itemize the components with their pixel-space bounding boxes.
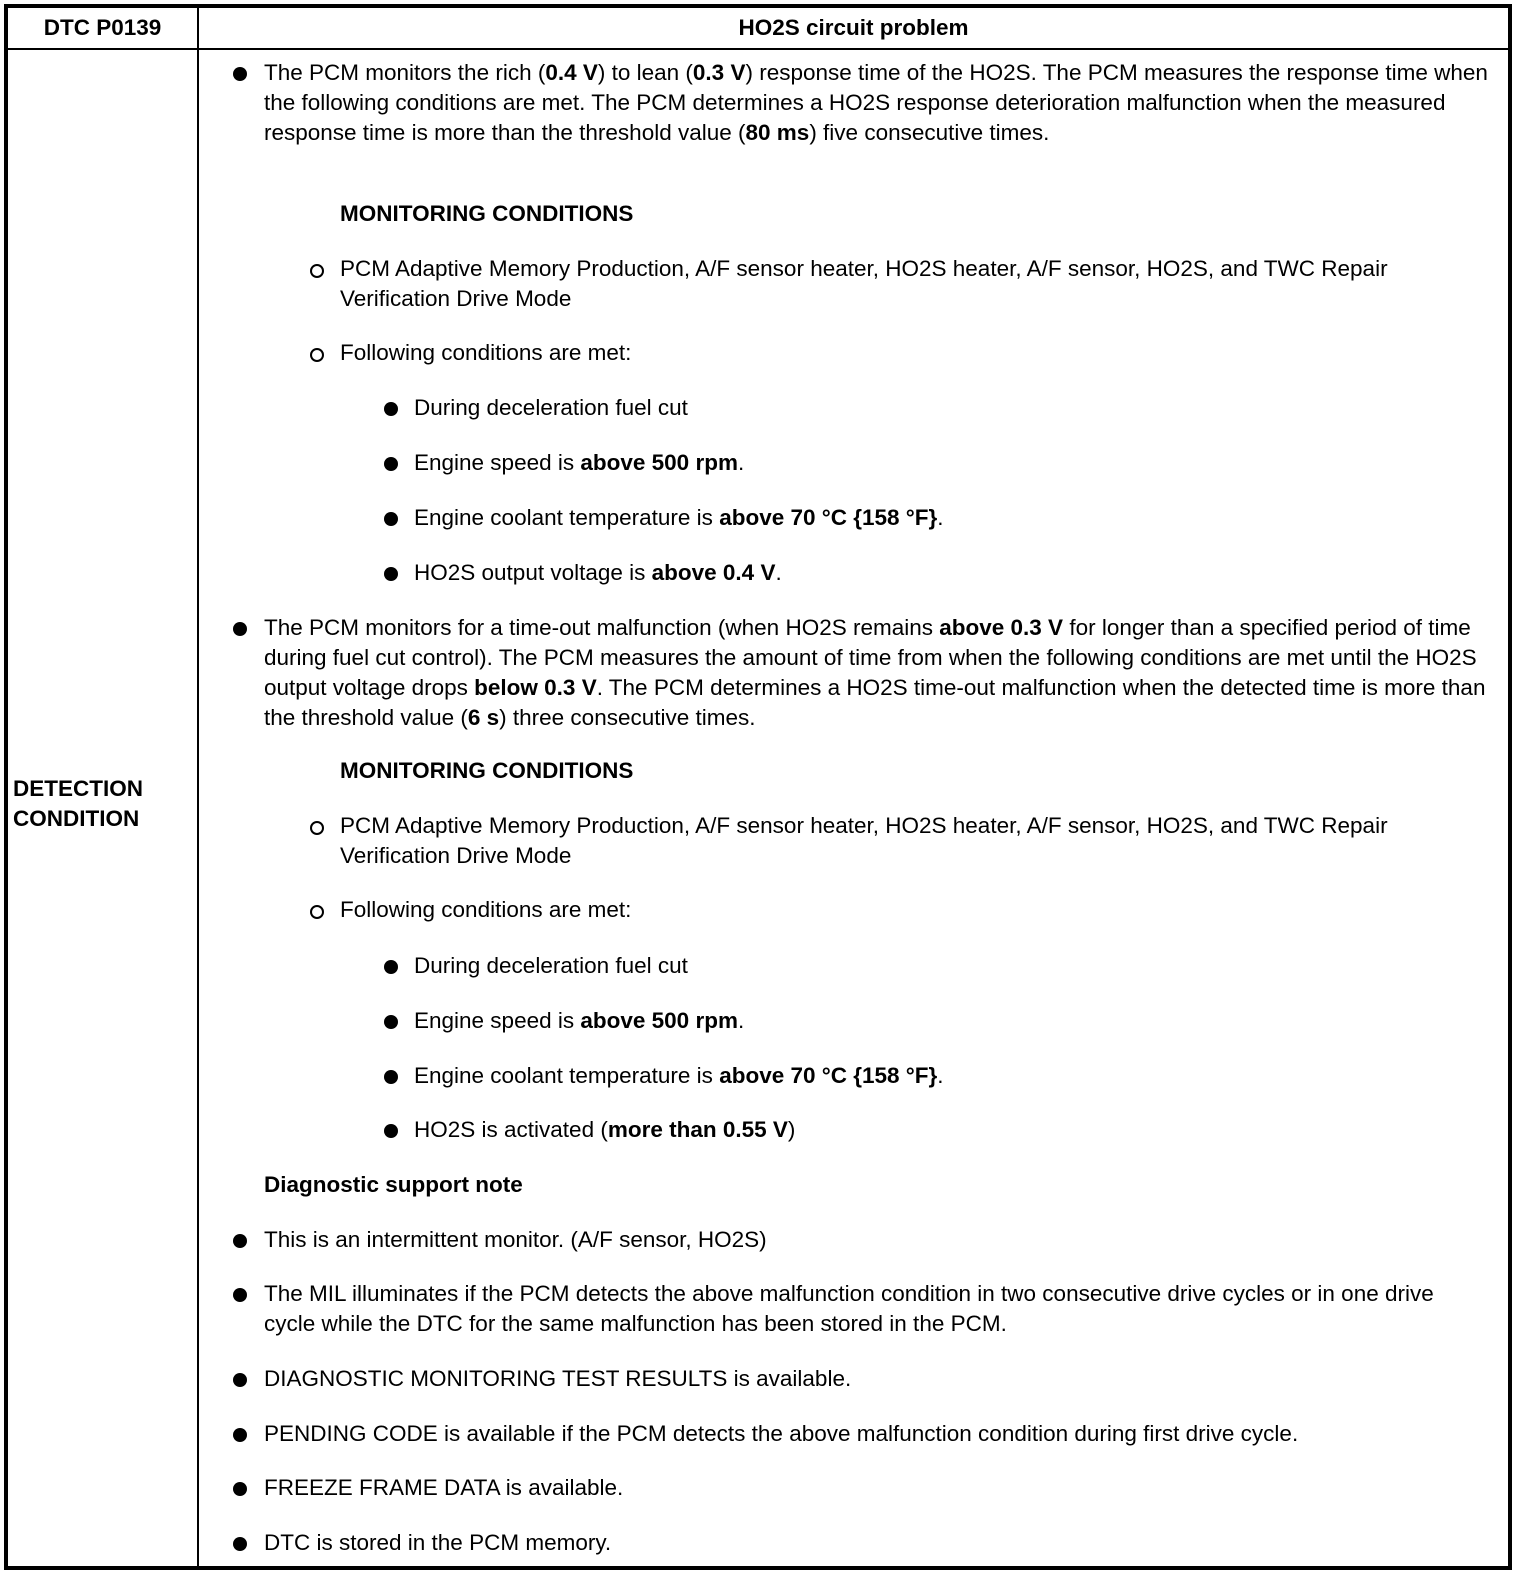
header-divider [8, 48, 1508, 50]
bullet-icon [384, 1015, 398, 1029]
bullet-icon [233, 622, 247, 636]
detection-condition-label [13, 774, 143, 834]
bullet-icon [233, 1482, 247, 1496]
support-note-item: The MIL illuminates if the PCM detects the above malfunction condition in two consecutive drive cycles or in one drive cycle while the DTC for the same malfunction has been stored in the PCM. [264, 1281, 1434, 1336]
drive-mode-item: PCM Adaptive Memory Production, A/F sensor heater, HO2S heater, A/F sensor, HO2S, and TWC Repair Verification Drive Mode [340, 256, 1388, 311]
condition-item: During deceleration fuel cut [414, 395, 688, 420]
condition-item: Engine coolant temperature is above 70 °C {158 °F}. [414, 505, 944, 530]
support-note-item: FREEZE FRAME DATA is available. [264, 1475, 624, 1500]
support-note-item: PENDING CODE is available if the PCM detects the above malfunction condition during first drive cycle. [264, 1421, 1299, 1446]
monitoring-heading: MONITORING CONDITIONS [340, 758, 634, 783]
support-note-item: This is an intermittent monitor. (A/F sensor, HO2S) [264, 1227, 767, 1252]
condition-item: Engine coolant temperature is above 70 °C {158 °F}. [414, 1063, 944, 1088]
following-conditions-item: Following conditions are met: [340, 897, 632, 922]
condition-item: HO2S is activated (more than 0.55 V) [414, 1117, 796, 1142]
support-note-item: DIAGNOSTIC MONITORING TEST RESULTS is available. [264, 1366, 852, 1391]
bullet-icon [384, 567, 398, 581]
circle-bullet-icon [310, 264, 324, 278]
circle-bullet-icon [310, 821, 324, 835]
bullet-icon [233, 1234, 247, 1248]
bullet-icon [233, 1288, 247, 1302]
monitoring-heading: MONITORING CONDITIONS [340, 201, 634, 226]
following-conditions-item: Following conditions are met: [340, 340, 632, 365]
condition-item: Engine speed is above 500 rpm. [414, 1008, 745, 1033]
support-note-item: DTC is stored in the PCM memory. [264, 1530, 612, 1555]
label-line: DETECTION [13, 776, 144, 801]
bullet-icon [384, 512, 398, 526]
bullet-icon [384, 1070, 398, 1084]
bullet-icon [384, 402, 398, 416]
support-note-heading: Diagnostic support note [264, 1172, 523, 1197]
time-out-paragraph: The PCM monitors for a time-out malfunction (when HO2S remains above 0.3 V for longer than a specified period of time during fuel cut control). The PCM measures the amount of time from when the following conditions are met until the HO2S output voltage drops below 0.3 V. The PCM determines a HO2S time-out malfunction when the detected time is more than the threshold value (6 s) three consecutive times. [264, 615, 1486, 730]
bullet-icon [233, 1373, 247, 1387]
drive-mode-item: PCM Adaptive Memory Production, A/F sensor heater, HO2S heater, A/F sensor, HO2S, and TWC Repair Verification Drive Mode [340, 813, 1388, 868]
dtc-code-cell: DTC P0139 [43, 15, 162, 40]
bullet-icon [233, 67, 247, 81]
bullet-icon [384, 960, 398, 974]
response-time-paragraph: The PCM monitors the rich (0.4 V) to lean (0.3 V) response time of the HO2S. The PCM measures the response time when the following conditions are met. The PCM determines a HO2S response deterioration malfunction when the measured response time is more than the threshold value (80 ms) five consecutive times. [264, 60, 1488, 145]
label-line: CONDITION [13, 806, 140, 831]
bullet-icon [384, 1124, 398, 1138]
column-divider [197, 8, 199, 1566]
condition-item: Engine speed is above 500 rpm. [414, 450, 745, 475]
circle-bullet-icon [310, 348, 324, 362]
condition-item: During deceleration fuel cut [414, 953, 688, 978]
bullet-icon [233, 1537, 247, 1551]
condition-item: HO2S output voltage is above 0.4 V. [414, 560, 782, 585]
circle-bullet-icon [310, 905, 324, 919]
bullet-icon [384, 457, 398, 471]
bullet-icon [233, 1428, 247, 1442]
dtc-title-cell: HO2S circuit problem [738, 15, 969, 40]
